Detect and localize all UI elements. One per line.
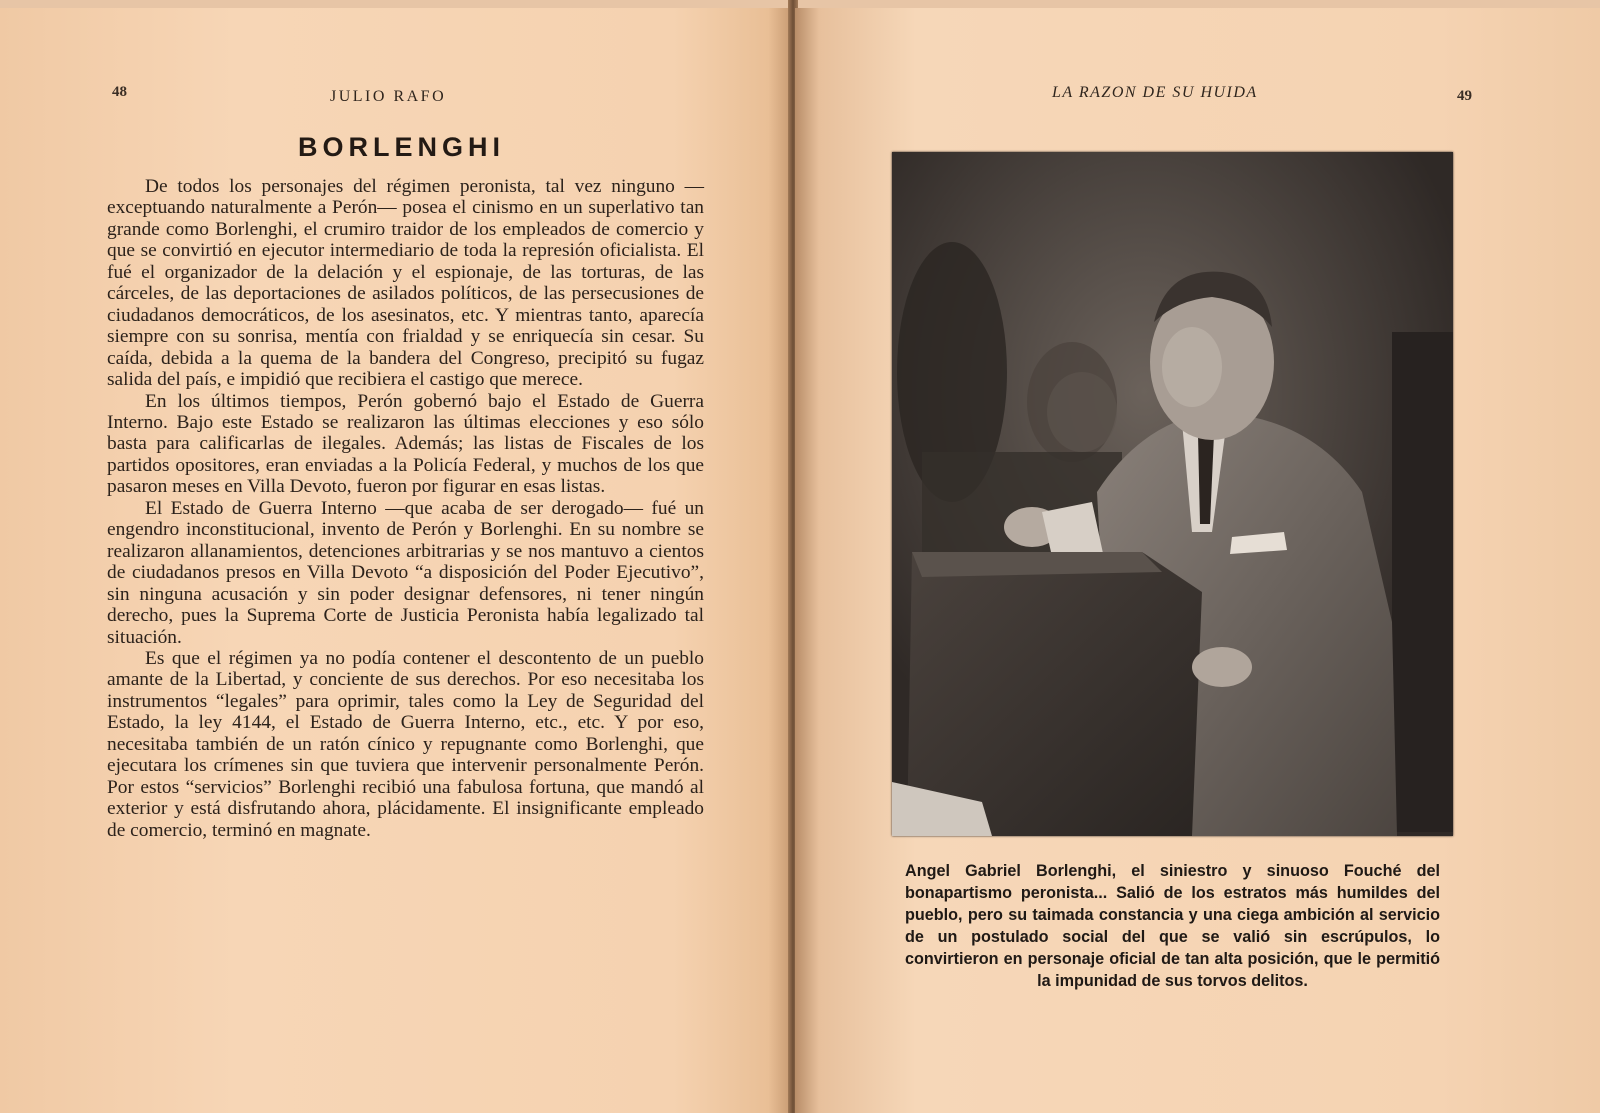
paragraph: De todos los personajes del régimen peronista, tal vez ninguno —exceptuando naturalmente a Perón— posea el cinismo en un superlativo tan grande como Borlenghi, el crumiro traidor de los empleados de comercio y que se convirtió en ejecutor intermediario de toda la represión oficialista. El fué el organizador de la delación y el espionaje, de las torturas, de las cárceles, de las deportaciones de asilados políticos, de las persecusiones de ciudadanos democráticos, de los asesinatos, etc. Y mientras tanto, aparecía siempre con su sonrisa, mentía con frialdad y se enriquecía sin cesar. Su caída, debida a la quema de la bandera del Congreso, precipitó su fugaz salida del país, e impidió que recibiera el castigo que merece.	[107, 176, 704, 391]
chapter-title: BORLENGHI	[298, 132, 505, 162]
running-head-left: JULIO RAFO	[330, 88, 447, 105]
paragraph: En los últimos tiempos, Perón gobernó bajo el Estado de Guerra Interno. Bajo este Estado se realizaron las últimas elecciones y eso sólo basta para calificarlas de ilegales. Además; las listas de Fiscales de los partidos opositores, eran enviadas a la Policía Federal, y muchos de los que pasaron meses en Villa Devoto, fueron por figurar en esas listas.	[107, 390, 704, 498]
page-number-left: 48	[112, 84, 127, 100]
photo-caption: Angel Gabriel Borlenghi, el siniestro y sinuoso Fouché del bonapartismo peronista... Salió de los estratos más humildes del pueblo, pero su taimada constancia y una ciega ambición al servicio de un postulado social del que se valió sin escrúpulos, lo convirtieron en personaje oficial de tan alta posición, que le permitió la impunidad de sus torvos delitos.	[905, 862, 1440, 990]
chapter-body	[107, 176, 704, 841]
running-head-right: LA RAZON DE SU HUIDA	[1052, 84, 1258, 101]
paragraph: Es que el régimen ya no podía contener el descontento de un pueblo amante de la Libertad, y conciente de sus derechos. Por eso necesitaba los instrumentos “legales” para oprimir, tales como la Ley de Seguridad del Estado, la ley 4144, el Estado de Guerra Interno, etc., etc. Y por eso, necesitaba también de un ratón cínico y repugnante como Borlenghi, que ejecutara los crímenes sin que tuviera que intervenir personalmente Perón. Por estos “servicios” Borlenghi recibió una fabulosa fortuna, que mandó al exterior y está disfrutando ahora, plácidamente. El insignificante empleado de comercio, terminó en magnate.	[107, 647, 704, 841]
page-number-right: 49	[1457, 88, 1472, 104]
portrait-photo	[892, 152, 1453, 836]
photo-illustration	[892, 152, 1453, 836]
paragraph: El Estado de Guerra Interno —que acaba de ser derogado— fué un engendro inconstitucional, invento de Perón y Borlenghi. En su nombre se realizaron allanamientos, detenciones arbitrarias y se nos mantuvo a cientos de ciudadanos presos en Villa Devoto “a disposición del Poder Ejecutivo”, sin ninguna acusación y sin poder designar defensores, ni tener ningún derecho, pues la Suprema Corte de Justicia Peronista había legalizado tal situación.	[107, 497, 704, 648]
